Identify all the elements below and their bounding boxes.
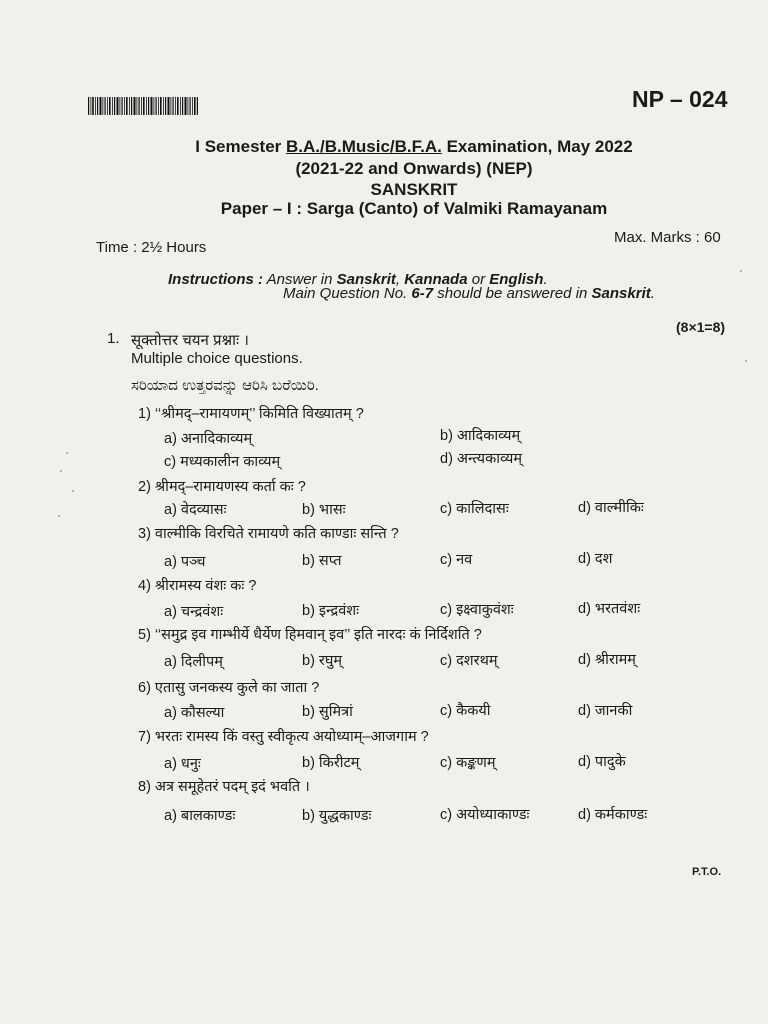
scan-speck: [58, 515, 60, 517]
option-c: c) कङ्कणम्: [440, 755, 496, 771]
exam-title: I Semester B.A./B.Music/B.F.A. Examination, May 2022: [195, 137, 633, 156]
section-title-english: Multiple choice questions.: [131, 350, 303, 367]
exam-duration: Time : 2½ Hours: [96, 239, 207, 256]
option-d: d) अन्त्यकाव्यम्: [440, 451, 523, 467]
question-text: 6) एतासु जनकस्य कुले का जाता ?: [138, 680, 320, 696]
option-c: c) मध्यकालीन काव्यम्: [164, 454, 281, 470]
option-a: a) दिलीपम्: [164, 654, 223, 670]
scan-speck: [72, 490, 74, 492]
option-b: b) सप्त: [302, 553, 342, 569]
max-marks: Max. Marks : 60: [614, 229, 721, 246]
option-d: d) वाल्मीकिः: [578, 500, 644, 516]
section-marks: (8×1=8): [676, 319, 726, 335]
option-a: a) बालकाण्डः: [164, 808, 236, 824]
option-c: c) कैकयी: [440, 703, 491, 719]
option-b: b) किरीटम्: [302, 755, 360, 771]
paper-code: NP – 024: [632, 86, 728, 112]
instructions-line1: Instructions : Answer in Sanskrit, Kannada or English.: [168, 271, 548, 288]
scan-speck: [60, 470, 62, 472]
option-b: b) आदिकाव्यम्: [440, 428, 521, 444]
option-a: a) चन्द्रवंशः: [164, 604, 224, 620]
option-b: b) भासः: [302, 502, 346, 518]
option-b: b) युद्धकाण्डः: [302, 808, 372, 824]
scan-speck: [740, 270, 742, 272]
option-d: d) कर्मकाण्डः: [578, 807, 648, 823]
subject-name: SANSKRIT: [370, 180, 458, 199]
barcode: [88, 97, 198, 115]
paper-title: Paper – I : Sarga (Canto) of Valmiki Ramayanam: [220, 199, 608, 218]
exam-batch: (2021-22 and Onwards) (NEP): [295, 159, 533, 178]
scan-speck: [66, 452, 68, 454]
option-d: d) भरतवंशः: [578, 601, 641, 617]
option-b: b) इन्द्रवंशः: [302, 603, 360, 619]
option-d: d) जानकी: [578, 703, 633, 719]
instructions-line2: Main Question No. 6-7 should be answered in Sanskrit.: [283, 285, 655, 302]
question-text: 3) वाल्मीकि विरचिते रामायणे कति काण्डाः सन्ति ?: [138, 526, 399, 542]
option-d: d) पादुके: [578, 754, 626, 770]
question-text: 7) भरतः रामस्य किं वस्तु स्वीकृत्य अयोध्याम्–आजगाम ?: [138, 729, 429, 745]
option-c: c) अयोध्याकाण्डः: [440, 807, 530, 823]
scan-speck: [745, 360, 747, 362]
option-a: a) पञ्च: [164, 554, 206, 570]
question-text: 8) अत्र समूहेतरं पदम् इदं भवति ।: [138, 779, 310, 795]
option-d: d) दश: [578, 551, 613, 567]
section-number: 1.: [107, 330, 120, 347]
question-text: 4) श्रीरामस्य वंशः कः ?: [138, 578, 257, 594]
please-turn-over: P.T.O.: [692, 866, 722, 878]
option-c: c) इक्ष्वाकुवंशः: [440, 602, 514, 618]
option-a: a) अनादिकाव्यम्: [164, 431, 253, 447]
option-a: a) धनुः: [164, 756, 201, 772]
option-c: c) कालिदासः: [440, 501, 509, 517]
question-text: 2) श्रीमद्–रामायणस्य कर्ता कः ?: [138, 479, 306, 495]
question-text: 5) ‘‘समुद्र इव गाम्भीर्ये धैर्येण हिमवान् इव’’ इति नारदः कं निर्दिशति ?: [138, 627, 482, 643]
option-a: a) वेदव्यासः: [164, 502, 227, 518]
option-d: d) श्रीरामम्: [578, 652, 636, 668]
question-text: 1) ‘‘श्रीमद्–रामायणम्’’ किमिति विख्यातम् ?: [138, 406, 364, 422]
option-c: c) नव: [440, 552, 473, 568]
option-b: b) सुमित्रां: [302, 704, 353, 720]
option-c: c) दशरथम्: [440, 653, 498, 669]
section-title-kannada: ಸರಿಯಾದ ಉತ್ತರವನ್ನು ಆರಿಸಿ ಬರೆಯಿರಿ.: [131, 377, 319, 394]
option-b: b) रघुम्: [302, 653, 343, 669]
option-a: a) कौसल्या: [164, 705, 225, 721]
section-title-sanskrit: सूक्तोत्तर चयन प्रश्नाः ।: [131, 332, 249, 349]
